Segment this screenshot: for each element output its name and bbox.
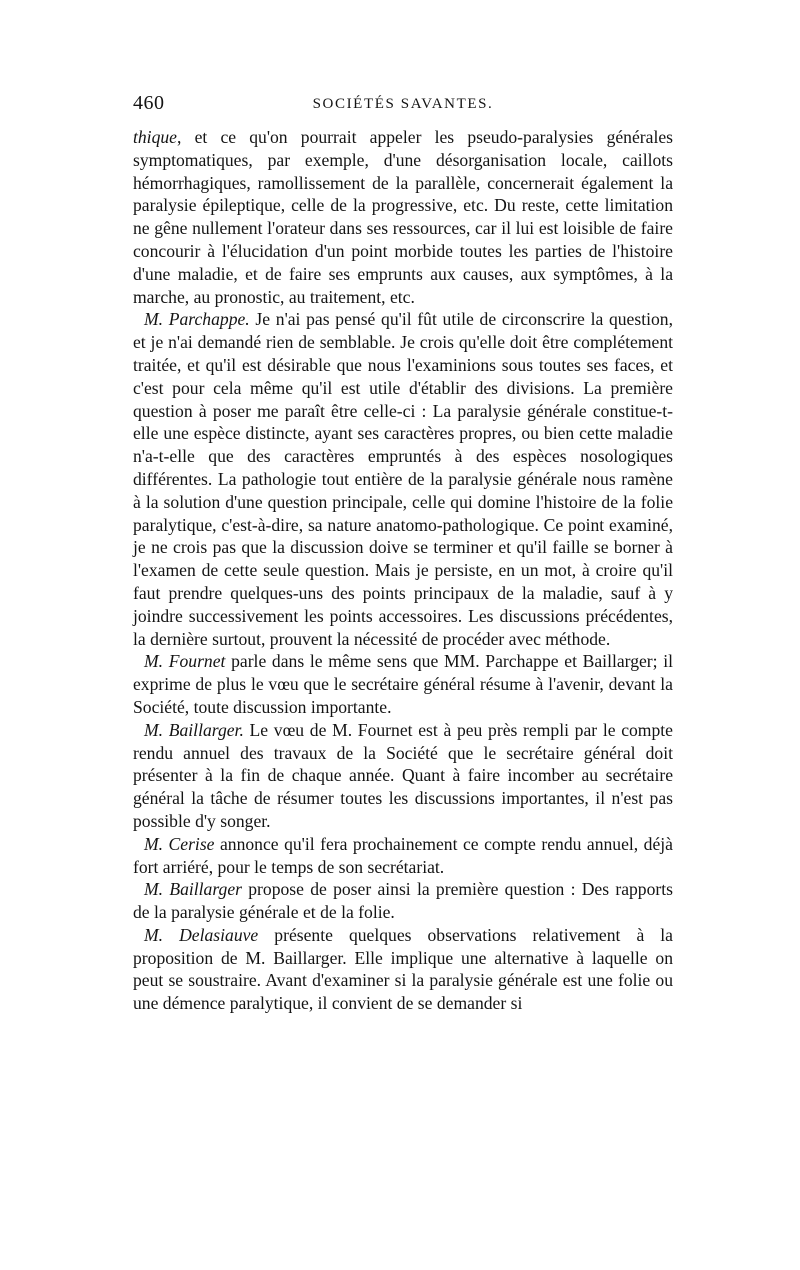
speaker-name: M. Baillarger (144, 879, 242, 900)
paragraph (133, 308, 673, 650)
paragraph-lead: thique (133, 127, 177, 147)
paragraph-text: , et ce qu'on pourrait appeler les pseudo-paralysies générales symptomatiques, par exemple, d'une désorganisation locale, caillots hémorrhagiques, ramollissement de la parallèle, concernerait également la paralysie épileptique, celle de la progressive, etc. Du reste, cette limitation ne gêne nullement l'orateur dans ses ressources, car il lui est loisible de faire concourir à l'élucidation d'un point morbide toutes les parties de l'histoire d'une maladie, et de faire ses emprunts aux causes, aux symptômes, à la marche, au pronostic, au traitement, etc. (133, 127, 673, 307)
paragraph-text: propose de poser ainsi la première question : Des rapports de la paralysie générale et de la folie. (133, 879, 673, 923)
speaker-name: M. Cerise (144, 833, 215, 854)
paragraph-text: Le vœu de M. Fournet est à peu près rempli par le compte rendu annuel des travaux de la Société que le secrétaire général doit présenter à la fin de chaque année. Quant à faire incomber au secrétaire général la tâche de résumer toutes les discussions importantes, il n'est pas possible d'y songer. (133, 719, 673, 831)
paragraph-text: parle dans le même sens que MM. Parchappe et Baillarger; il exprime de plus le vœu que le secrétaire général résume à l'avenir, devant la Société, toute discussion importante. (133, 651, 673, 717)
paragraph (133, 126, 673, 308)
paragraph (133, 924, 673, 1015)
paragraph (133, 833, 673, 879)
paragraph-text: présente quelques observations relativement à la proposition de M. Baillarger. Elle implique une alternative à laquelle on peut se soustraire. Avant d'examiner si la paralysie générale est une folie ou une démence paralytique, il convient de se demander si (133, 924, 673, 1014)
page-header (133, 92, 673, 114)
body-text (133, 126, 673, 1015)
speaker-name: M. Parchappe. (144, 309, 250, 330)
speaker-name: M. Delasiauve (144, 924, 259, 945)
running-title: SOCIÉTÉS SAVANTES. (312, 96, 494, 112)
paragraph-text: Je n'ai pas pensé qu'il fût utile de circonscrire la question, et je n'ai demandé rien de semblable. Je crois qu'elle doit être complétement traitée, et qu'il est désirable que nous l'examinions sous toutes ses faces, et c'est pour cela même qu'il est utile d'établir des divisions. La première question à poser me paraît être celle-ci : La paralysie générale constitue-t-elle une espèce distincte, ayant ses caractères propres, ou bien cette maladie n'a-t-elle que des caractères empruntés à des espèces nosologiques différentes. La pathologie tout entière de la paralysie générale nous ramène à la solution d'une question principale, celle qui domine l'histoire de la folie paralytique, c'est-à-dire, sa nature anatomo-pathologique. Ce point examiné, je ne crois pas que la discussion doive se terminer et qu'il faille se borner à l'examen de cette seule question. Mais je persiste, en un mot, à croire qu'il faut prendre quelques-uns des points principaux de la maladie, sauf à y joindre successivement les points accessoires. Les discussions précédentes, la dernière surtout, prouvent la nécessité de procéder avec méthode. (133, 309, 673, 649)
page-number: 460 (133, 92, 165, 114)
paragraph (133, 878, 673, 924)
paragraph (133, 719, 673, 833)
speaker-name: M. Fournet (144, 651, 226, 672)
paragraph-text: annonce qu'il fera prochainement ce compte rendu annuel, déjà fort arriéré, pour le temps de son secrétariat. (133, 833, 673, 877)
paragraph (133, 650, 673, 718)
speaker-name: M. Baillarger. (144, 719, 244, 740)
